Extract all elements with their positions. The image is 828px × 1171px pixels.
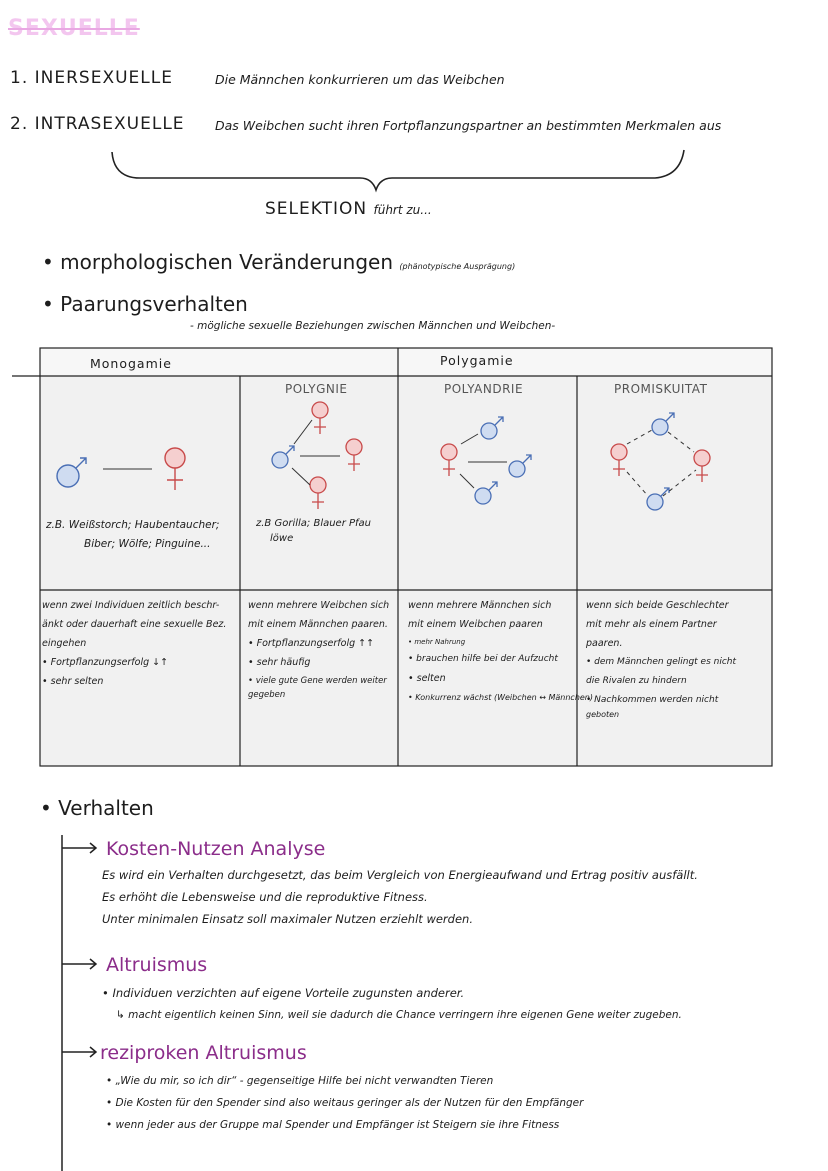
female-symbol bbox=[312, 402, 328, 418]
example-polygynie bbox=[256, 516, 371, 546]
desc-line: • viele gute Gene werden weiter bbox=[248, 676, 387, 686]
desc-line: die Rivalen zu hindern bbox=[586, 676, 687, 686]
paarung-text: Paarungsverhalten bbox=[60, 292, 248, 316]
bullet-verhalten: • Verhalten bbox=[40, 796, 154, 820]
type-1-desc: Die Männchen konkurrieren um das Weibchen bbox=[215, 72, 505, 87]
subheader-polyandrie: POLYANDRIE bbox=[444, 382, 524, 396]
desc-line: änkt oder dauerhaft eine sexuelle Bez. bbox=[42, 619, 227, 630]
desc-line: eingehen bbox=[42, 638, 87, 649]
selektion-rest: führt zu... bbox=[373, 203, 432, 217]
para-line: Unter minimalen Einsatz soll maximaler Nutzen erziehlt werden. bbox=[102, 912, 473, 926]
subheader-polygynie: POLYGNIE bbox=[285, 382, 348, 396]
female-symbol bbox=[165, 448, 185, 468]
desc-line: wenn mehrere Weibchen sich bbox=[248, 600, 390, 611]
male-symbol bbox=[57, 465, 79, 487]
desc-line: • Konkurrenz wächst (Weibchen ↔ Männchen) bbox=[408, 693, 593, 702]
desc-line: • Fortpflanzungserfolg ↓↑ bbox=[42, 657, 169, 668]
para-kosten-nutzen bbox=[102, 864, 698, 930]
desc-line: mit einem Männchen paaren. bbox=[248, 619, 388, 630]
para-line: • Individuen verzichten auf eigene Vorteile zugunsten anderer. bbox=[102, 986, 465, 1000]
morph-note: (phänotypische Ausprägung) bbox=[399, 262, 516, 271]
example-line: löwe bbox=[270, 533, 294, 544]
desc-line: • Nachkommen werden nicht bbox=[586, 695, 719, 705]
verhalten-tree bbox=[62, 835, 96, 1171]
para-line: Es wird ein Verhalten durchgesetzt, das beim Vergleich von Energieaufwand und Ertrag positiv ausfällt. bbox=[102, 868, 698, 882]
desc-line: • dem Männchen gelingt es nicht bbox=[586, 657, 737, 667]
para-line: • Die Kosten für den Spender sind also weitaus geringer als der Nutzen für den Empfänger bbox=[106, 1097, 584, 1109]
desc-line: • brauchen hilfe bei der Aufzucht bbox=[408, 654, 558, 664]
male-symbol bbox=[647, 494, 663, 510]
header-polygamie: Polygamie bbox=[440, 353, 514, 368]
para-reziproker-altruismus bbox=[106, 1070, 583, 1136]
paarung-note: - mögliche sexuelle Beziehungen zwischen Männchen und Weibchen- bbox=[190, 320, 556, 332]
curly-brace bbox=[112, 150, 684, 190]
type-2-label: 2. INTRASEXUELLE bbox=[10, 114, 185, 134]
desc-line: • mehr Nahrung bbox=[408, 638, 466, 646]
male-symbol bbox=[652, 419, 668, 435]
morph-text: morphologischen Veränderungen bbox=[60, 250, 394, 274]
selektion-main: SELEKTION bbox=[265, 199, 368, 219]
desc-polyandrie bbox=[408, 596, 593, 707]
desc-promiskuitat bbox=[586, 596, 770, 719]
desc-line: • sehr selten bbox=[42, 676, 104, 687]
subheader-promiskuitat: PROMISKUITAT bbox=[614, 382, 708, 396]
desc-line: wenn zwei Individuen zeitlich beschr- bbox=[42, 600, 220, 611]
female-symbol bbox=[611, 444, 627, 460]
female-symbol bbox=[346, 439, 362, 455]
page-title: SEXUELLE bbox=[8, 16, 140, 41]
male-symbol bbox=[509, 461, 525, 477]
female-symbol bbox=[310, 477, 326, 493]
verhalten-text: Verhalten bbox=[58, 796, 154, 820]
example-line: z.B. Weißstorch; Haubentaucher; bbox=[46, 519, 220, 531]
example-line: z.B Gorilla; Blauer Pfau bbox=[256, 518, 372, 529]
example-line: Biber; Wölfe; Pinguine... bbox=[84, 538, 211, 550]
desc-line: • sehr häufig bbox=[248, 657, 311, 668]
desc-monogamie bbox=[42, 596, 236, 691]
heading-reziproker-altruismus: reziproken Altruismus bbox=[100, 1042, 307, 1064]
para-altruismus bbox=[102, 982, 682, 1026]
desc-line: • selten bbox=[408, 673, 446, 684]
female-symbol bbox=[441, 444, 457, 460]
type-1-label: 1. INERSEXUELLE bbox=[10, 68, 173, 88]
para-line: ↳ macht eigentlich keinen Sinn, weil sie dadurch die Chance verringern ihre eigenen Gene weiter zugeben. bbox=[116, 1009, 682, 1021]
desc-line: mit einem Weibchen paaren bbox=[408, 619, 543, 630]
desc-line: wenn mehrere Männchen sich bbox=[408, 600, 552, 611]
desc-line: gegeben bbox=[248, 690, 286, 700]
type-2-desc: Das Weibchen sucht ihren Fortpflanzungspartner an bestimmten Merkmalen aus bbox=[215, 118, 722, 133]
desc-line: wenn sich beide Geschlechter bbox=[586, 600, 729, 611]
female-symbol bbox=[694, 450, 710, 466]
desc-line: mit mehr als einem Partner bbox=[586, 619, 717, 630]
header-monogamie: Monogamie bbox=[90, 356, 172, 371]
heading-altruismus: Altruismus bbox=[106, 954, 208, 976]
bullet-paarung: • Paarungsverhalten bbox=[42, 292, 248, 316]
heading-kosten-nutzen: Kosten-Nutzen Analyse bbox=[106, 838, 326, 860]
male-symbol bbox=[475, 488, 491, 504]
para-line: Es erhöht die Lebensweise und die reproduktive Fitness. bbox=[102, 890, 428, 904]
desc-line: paaren. bbox=[586, 638, 623, 649]
male-symbol bbox=[272, 452, 288, 468]
desc-polygynie bbox=[248, 596, 396, 700]
desc-line: geboten bbox=[586, 710, 620, 719]
bullet-morph: • morphologischen Veränderungen (phänotypische Ausprägung) bbox=[42, 250, 516, 274]
male-symbol bbox=[481, 423, 497, 439]
example-monogamie bbox=[46, 516, 219, 554]
para-line: • „Wie du mir, so ich dir“ - gegenseitige Hilfe bei nicht verwandten Tieren bbox=[106, 1075, 494, 1087]
para-line: • wenn jeder aus der Gruppe mal Spender und Empfänger ist Steigern sie ihre Fitness bbox=[106, 1119, 560, 1131]
desc-line: • Fortpflanzungserfolg ↑↑ bbox=[248, 638, 375, 649]
